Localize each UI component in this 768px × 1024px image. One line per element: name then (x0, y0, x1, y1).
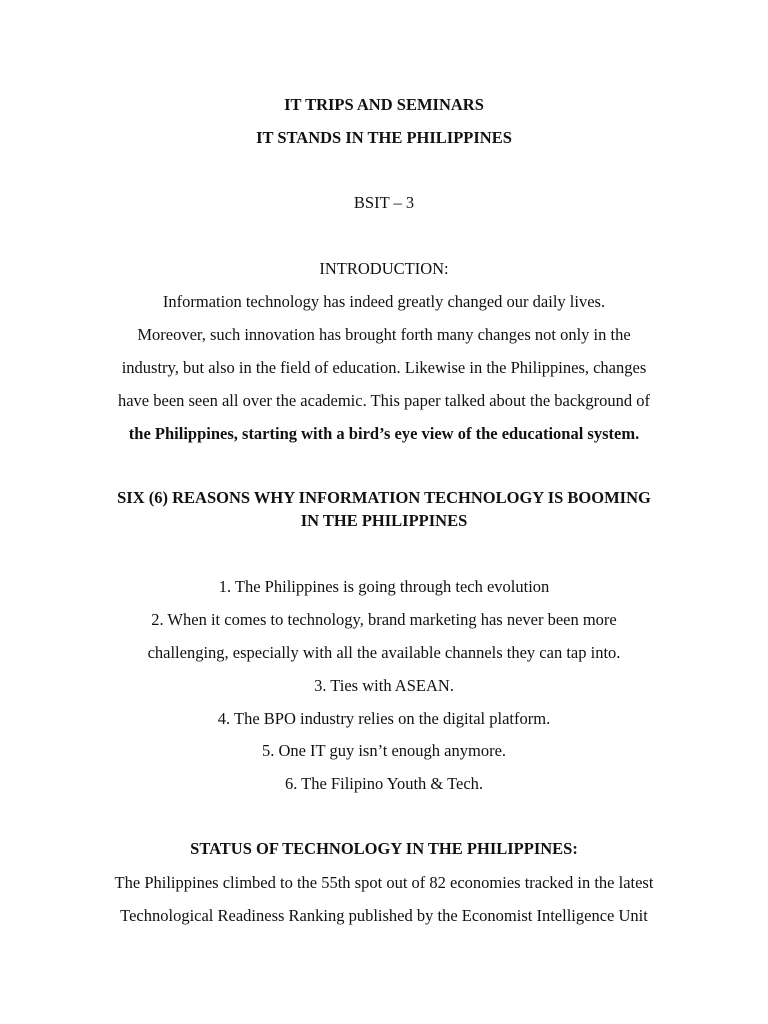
reasons-heading: SIX (6) REASONS WHY INFORMATION TECHNOLOGY IS BOOMING (117, 488, 651, 507)
document-title: IT TRIPS AND SEMINARS (284, 95, 484, 114)
document-subtitle: IT STANDS IN THE PHILIPPINES (256, 128, 512, 147)
reason-item: 6. The Filipino Youth & Tech. (284, 774, 484, 793)
introduction-line: the Philippines, starting with a bird’s eye view of the educational system. (128, 424, 640, 443)
reason-item: 5. One IT guy isn’t enough anymore. (261, 741, 507, 760)
reason-item: 2. When it comes to technology, brand marketing has never been more (151, 610, 617, 629)
reason-item: 1. The Philippines is going through tech evolution (218, 577, 550, 596)
introduction-line: Information technology has indeed greatly changed our daily lives. (162, 292, 606, 311)
status-heading: STATUS OF TECHNOLOGY IN THE PHILIPPINES: (190, 839, 578, 858)
introduction-line: Moreover, such innovation has brought forth many changes not only in the (137, 325, 631, 344)
status-line: Technological Readiness Ranking published by the Economist Intelligence Unit (120, 906, 648, 925)
course-label: BSIT – 3 (353, 193, 415, 212)
status-line: The Philippines climbed to the 55th spot out of 82 economies tracked in the latest (114, 873, 654, 892)
introduction-heading: INTRODUCTION: (319, 259, 449, 278)
reason-item: 4. The BPO industry relies on the digital platform. (217, 709, 551, 728)
reason-item: 3. Ties with ASEAN. (314, 676, 454, 695)
reason-item: challenging, especially with all the available channels they can tap into. (147, 643, 621, 662)
reasons-heading-continued: IN THE PHILIPPINES (300, 511, 468, 530)
introduction-line: have been seen all over the academic. This paper talked about the background of (117, 391, 651, 410)
introduction-line: industry, but also in the field of education. Likewise in the Philippines, changes (121, 358, 647, 377)
